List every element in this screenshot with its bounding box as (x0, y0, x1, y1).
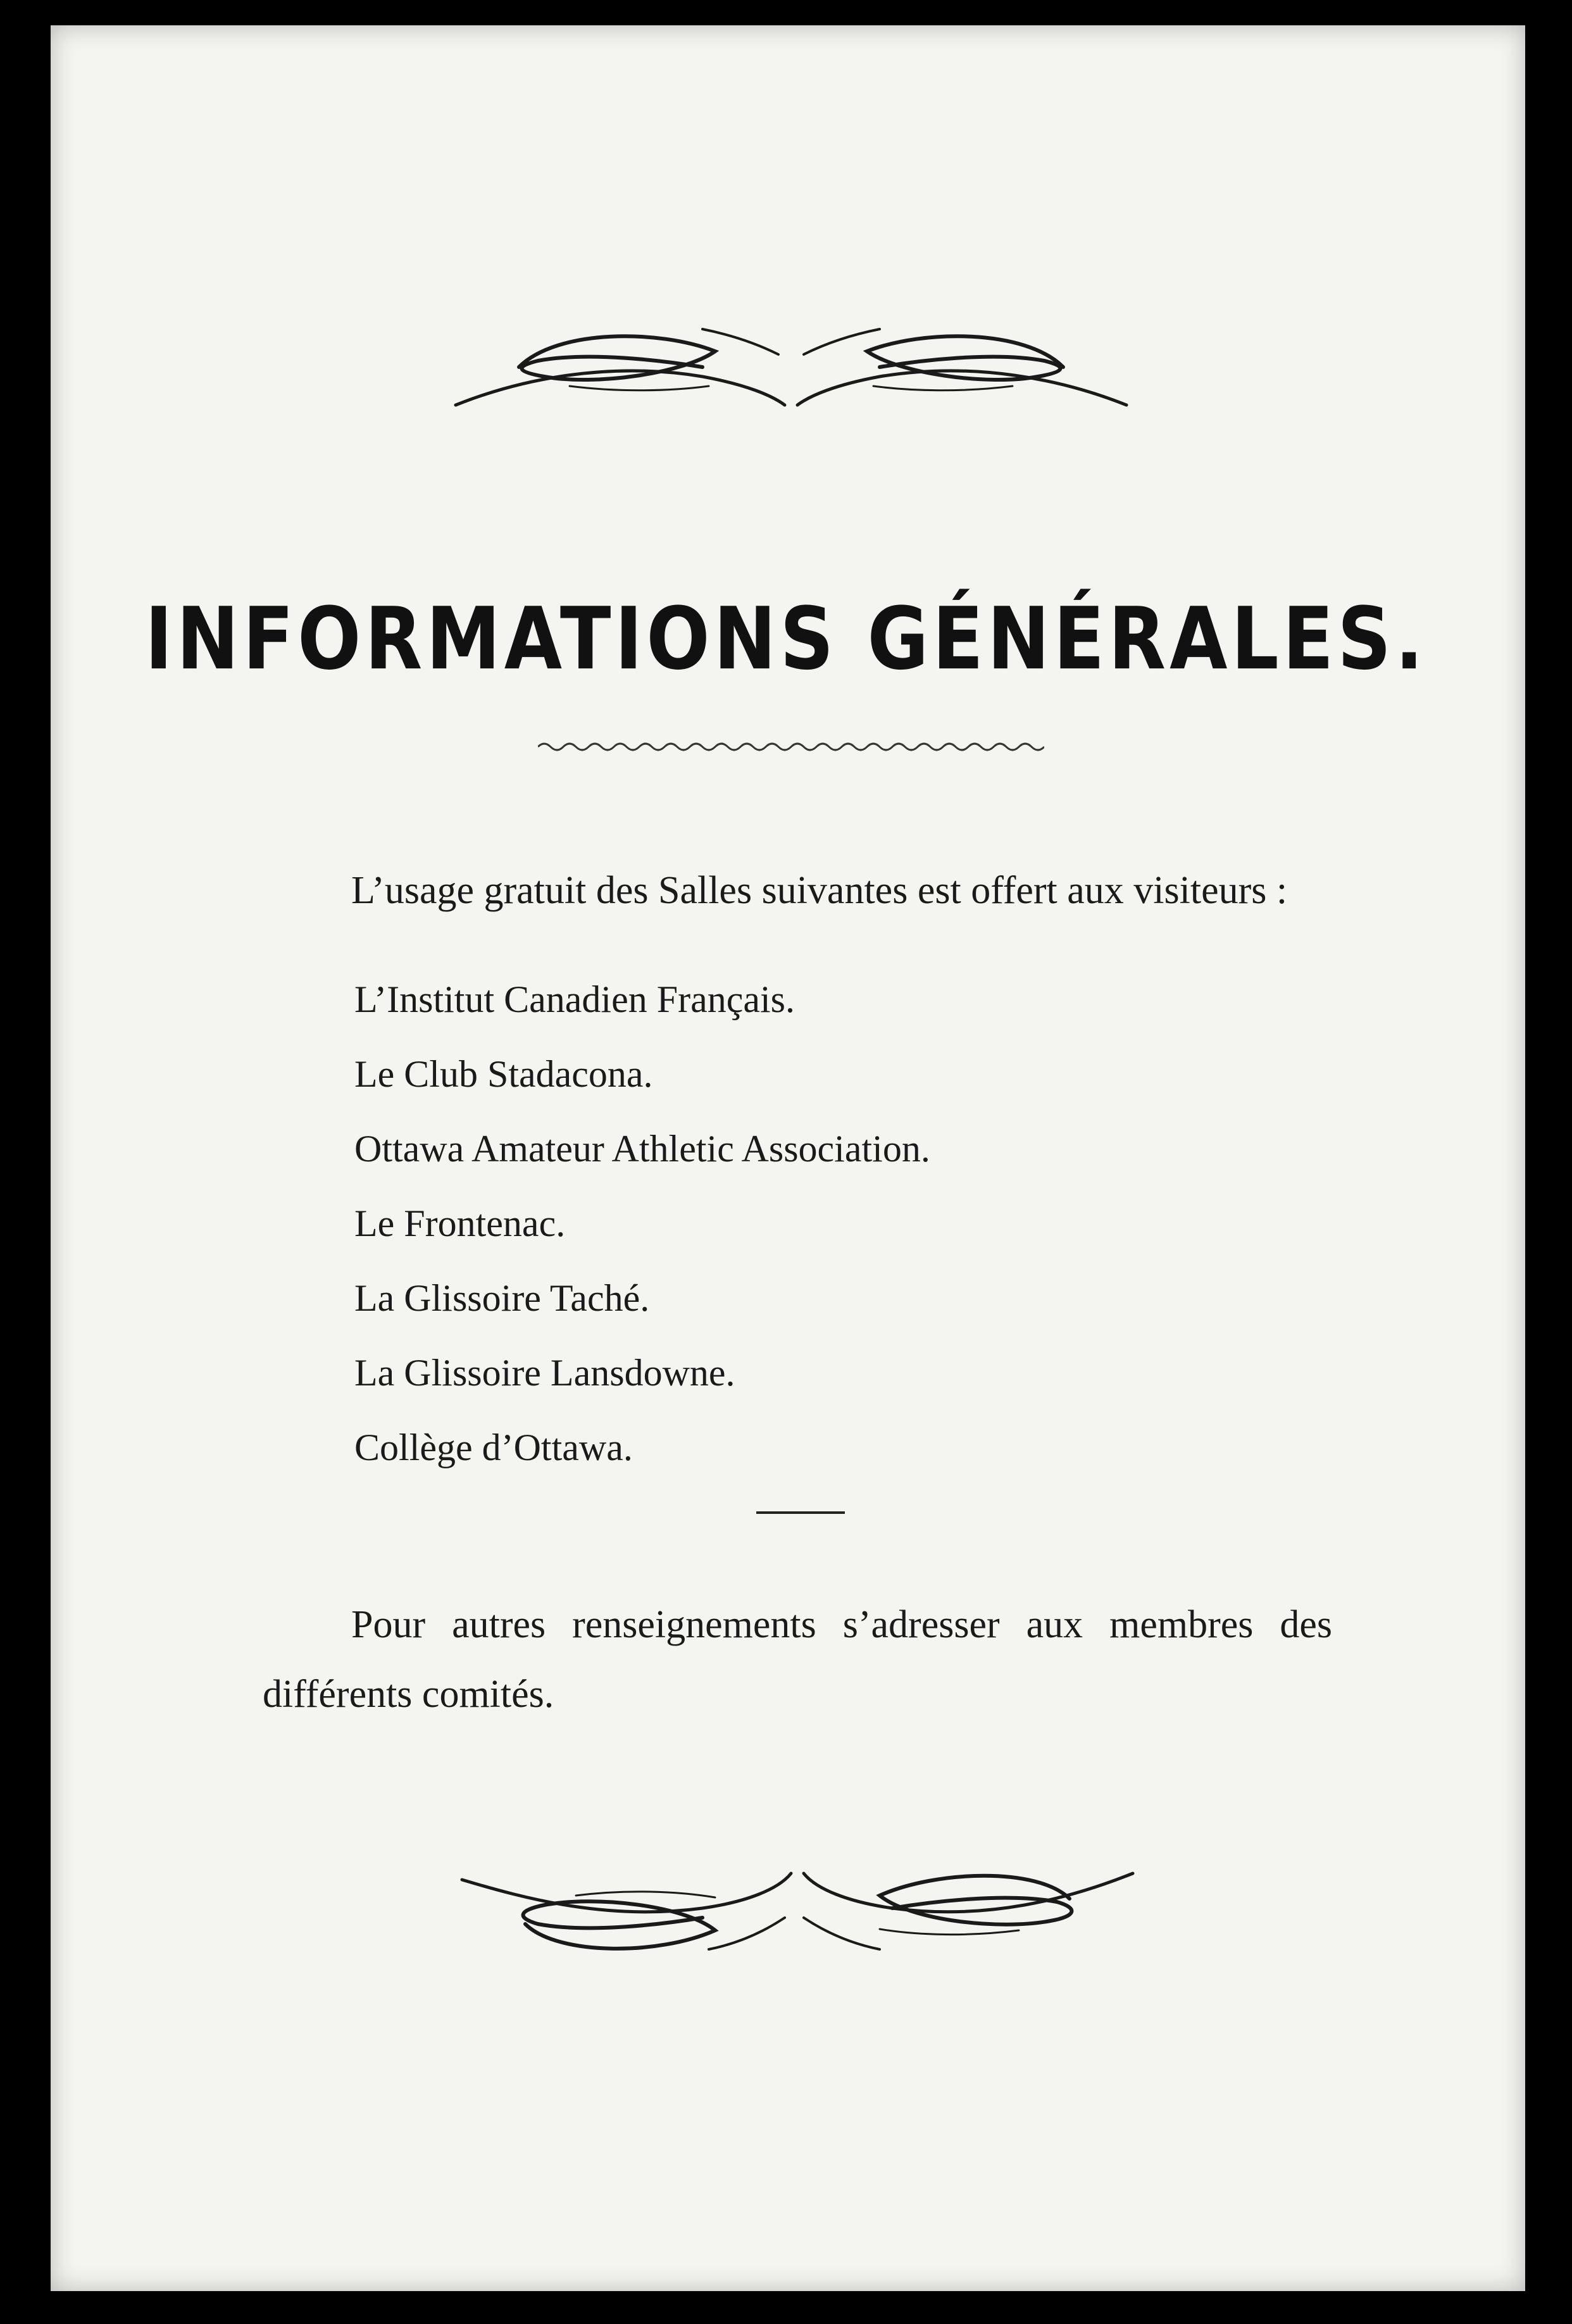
wavy-divider (538, 737, 1044, 756)
list-item: L’Institut Canadien Français. (354, 978, 795, 1020)
venue-list (354, 962, 930, 1485)
list-item: Le Frontenac. (354, 1203, 566, 1244)
list-item: Le Club Stadacona. (354, 1053, 653, 1095)
bottom-flourish-icon (0, 1861, 1572, 1962)
list-item: La Glissoire Taché. (354, 1277, 650, 1319)
top-flourish-icon (0, 316, 1572, 418)
list-item: La Glissoire Lansdowne. (354, 1352, 735, 1394)
intro-paragraph: L’usage gratuit des Salles suivantes est offert aux visiteurs : (351, 869, 1288, 912)
short-rule (756, 1511, 845, 1514)
list-item: Ottawa Amateur Athletic Association. (354, 1128, 930, 1170)
list-item: Collège d’Ottawa. (354, 1427, 633, 1468)
page-title: INFORMATIONS GÉNÉRALES. (144, 588, 1428, 689)
closing-paragraph: Pour autres renseignements s’adresser aux membres des différents comités. (263, 1603, 1332, 1716)
